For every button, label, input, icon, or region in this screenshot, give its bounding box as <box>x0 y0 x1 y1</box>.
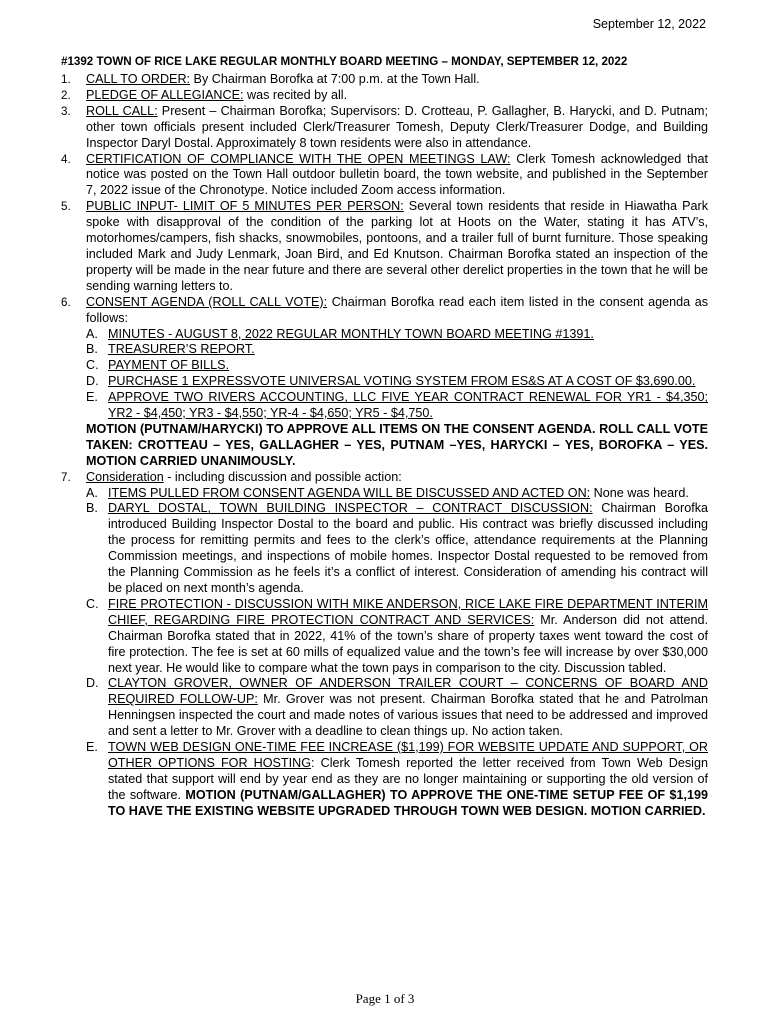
subitem-heading: ITEMS PULLED FROM CONSENT AGENDA WILL BE DISCUSSED AND ACTED ON: <box>108 485 591 500</box>
subitem-letter: D. <box>86 676 99 691</box>
subitem-text: Mr. Grover was not present. Chairman Borofka stated that he and Patrolman Henningsen inspected the court and made notes of various issues that need to be addressed and improved and sent a letter to Mr. Grover with a deadline to clean things up. No action taken. <box>108 692 708 739</box>
subitem-letter: D. <box>86 374 99 389</box>
agenda-item <box>61 152 708 200</box>
subitem-letter: B. <box>86 342 98 357</box>
item-heading: CONSENT AGENDA (ROLL CALL VOTE): <box>86 294 328 309</box>
subitem-text: : Clerk Tomesh reported the letter received from Town Web Design stated that support will end by year end as they are no longer maintaining or supporting the old version of the software. <box>108 755 708 802</box>
item-number: 6. <box>61 295 71 309</box>
website-motion: MOTION (PUTNAM/GALLAGHER) TO APPROVE THE ONE-TIME SETUP FEE OF $1,199 TO HAVE THE EXISTING WEBSITE UPGRADED THROUGH TOWN WEB DESIGN. MOTION CARRIED. <box>108 787 708 818</box>
subitem-letter: C. <box>86 358 99 373</box>
consideration-subitem <box>86 676 708 740</box>
subitem-letter: C. <box>86 596 99 611</box>
item-heading: ROLL CALL: <box>86 103 158 118</box>
subitem-letter: E. <box>86 740 98 755</box>
consideration-subitem <box>86 501 708 596</box>
subitem-letter: E. <box>86 390 98 405</box>
consent-subitem <box>86 374 708 390</box>
subitem-letter: B. <box>86 501 98 516</box>
agenda-item <box>61 88 708 104</box>
item-heading: CALL TO ORDER: <box>86 72 191 86</box>
item-number: 3. <box>61 104 71 118</box>
consideration-subitem <box>86 486 708 502</box>
subitem-text: APPROVE TWO RIVERS ACCOUNTING, LLC FIVE YEAR CONTRACT RENEWAL FOR YR1 - $4,350; YR2 - $4,450; YR3 - $4,550; YR-4 - $4,650; YR5 - $4,750. <box>108 390 708 421</box>
subitem-letter: A. <box>86 485 98 500</box>
agenda-item-consent <box>61 295 708 470</box>
consideration-subitem <box>86 740 708 820</box>
item-heading: PUBLIC INPUT- LIMIT OF 5 MINUTES PER PERSON: <box>86 199 404 214</box>
item-heading: CERTIFICATION OF COMPLIANCE WITH THE OPEN MEETINGS LAW: <box>86 151 511 166</box>
subitem-text: PAYMENT OF BILLS. <box>108 358 230 373</box>
subitem-letter: A. <box>86 326 98 341</box>
item-number: 4. <box>61 152 71 166</box>
item-number: 2. <box>61 88 71 102</box>
agenda-item <box>61 104 708 152</box>
page-footer: Page 1 of 3 <box>355 991 415 1006</box>
subitem-text: PURCHASE 1 EXPRESSVOTE UNIVERSAL VOTING SYSTEM FROM ES&S AT A COST OF $3,690.00. <box>108 374 696 389</box>
consent-subitem <box>86 358 708 374</box>
item-number: 5. <box>61 200 71 214</box>
meeting-title: #1392 TOWN OF RICE LAKE REGULAR MONTHLY BOARD MEETING – MONDAY, SEPTEMBER 12, 2022 <box>61 55 628 68</box>
item-text: Several town residents that reside in Hiawatha Park spoke with disapproval of the condition of the parking lot at Hoots on the Water, stating it has ATV’s, motorhomes/campers, fish shacks, snowmobiles, pontoons, and a trailer full of burnt furniture. Those speaking included Mark and Judy Lenmark, Joan Bird, and Ed Knutson. Chairman Borofka stated an inspection of the property will be made in the near future and there are several other derelict properties in the town that he will be sending warning letters to. <box>86 199 708 293</box>
subitem-text: Mr. Anderson did not attend. Chairman Borofka stated that in 2022, 41% of the town’s share of property taxes went toward the cost of fire protection. The fee is set at 60 mills of equalized value and the town’s fee will increase by over $30,000 next year. He would like to compare what the town pays in comparison to the city. Discussion tabled. <box>108 612 708 675</box>
item-text: - including discussion and possible action: <box>163 469 402 484</box>
item-text: Chairman Borofka read each item listed in the consent agenda as follows: <box>86 294 708 325</box>
agenda-item <box>61 199 708 294</box>
consent-subitem <box>86 390 708 422</box>
item-text: By Chairman Borofka at 7:00 p.m. at the Town Hall. <box>190 72 480 86</box>
minutes-body <box>61 72 708 820</box>
header-date: September 12, 2022 <box>592 17 706 31</box>
item-number: 1. <box>61 73 71 86</box>
item-number: 7. <box>61 470 71 484</box>
subitem-heading: DARYL DOSTAL, TOWN BUILDING INSPECTOR – CONTRACT DISCUSSION: <box>108 501 593 516</box>
item-text: was recited by all. <box>243 87 348 102</box>
subitem-heading: FIRE PROTECTION - DISCUSSION WITH MIKE ANDERSON, RICE LAKE FIRE DEPARTMENT INTERIM CHIEF, REGARDING FIRE PROTECTION CONTRACT AND SERVICES: <box>108 596 708 627</box>
subitem-text: TREASURER’S REPORT. <box>108 342 255 357</box>
subitem-text: None was heard. <box>590 485 689 500</box>
item-heading: PLEDGE OF ALLEGIANCE: <box>86 87 244 102</box>
item-text: Clerk Tomesh acknowledged that notice was posted on the Town Hall outdoor bulletin board, the town website, and published in the September 7, 2022 issue of the Chronotype. Notice included Zoom access information. <box>86 151 708 198</box>
consent-subitem <box>86 342 708 358</box>
subitem-heading: TOWN WEB DESIGN ONE-TIME FEE INCREASE ($1,199) FOR WEBSITE UPDATE AND SUPPORT, OR OTHER OPTIONS FOR HOSTING <box>108 740 708 770</box>
subitem-text: Chairman Borofka introduced Building Inspector Dostal to the board and public. His contract was briefly discussed including the process for remitting permits and fees to the clerk’s office, attendance requirements at the Planning Commission meetings, and inspections of mobile homes. Inspector Dostal requested to be removed from the Planning Commission as he feels it’s a conflict of interest. Consideration of amending his contract will be placed on next month’s agenda. <box>108 501 708 595</box>
item-text: Present – Chairman Borofka; Supervisors: D. Crotteau, P. Gallagher, B. Harycki, and D. Putnam; other town officials present included Clerk/Treasurer Tomesh, Deputy Clerk/Treasurer Dodge, and Building Inspector Daryl Dostal. Approximately 8 town residents were also in attendance. <box>86 103 709 150</box>
subitem-heading: CLAYTON GROVER, OWNER OF ANDERSON TRAILER COURT – CONCERNS OF BOARD AND REQUIRED FOLLOW-UP: <box>108 676 708 707</box>
agenda-item <box>61 72 708 88</box>
consent-subitem <box>86 327 708 343</box>
subitem-text: MINUTES - AUGUST 8, 2022 REGULAR MONTHLY TOWN BOARD MEETING #1391. <box>108 326 594 341</box>
agenda-item-consideration <box>61 470 708 820</box>
consent-motion: MOTION (PUTNAM/HARYCKI) TO APPROVE ALL ITEMS ON THE CONSENT AGENDA. ROLL CALL VOTE TAKEN: CROTTEAU – YES, GALLAGHER – YES, PUTNAM –YES, HARYCKI – YES, BOROFKA – YES. MOTION CARRIED UNANIMOUSLY. <box>86 421 708 468</box>
item-heading: Consideration <box>86 469 164 484</box>
consideration-subitem <box>86 597 708 677</box>
